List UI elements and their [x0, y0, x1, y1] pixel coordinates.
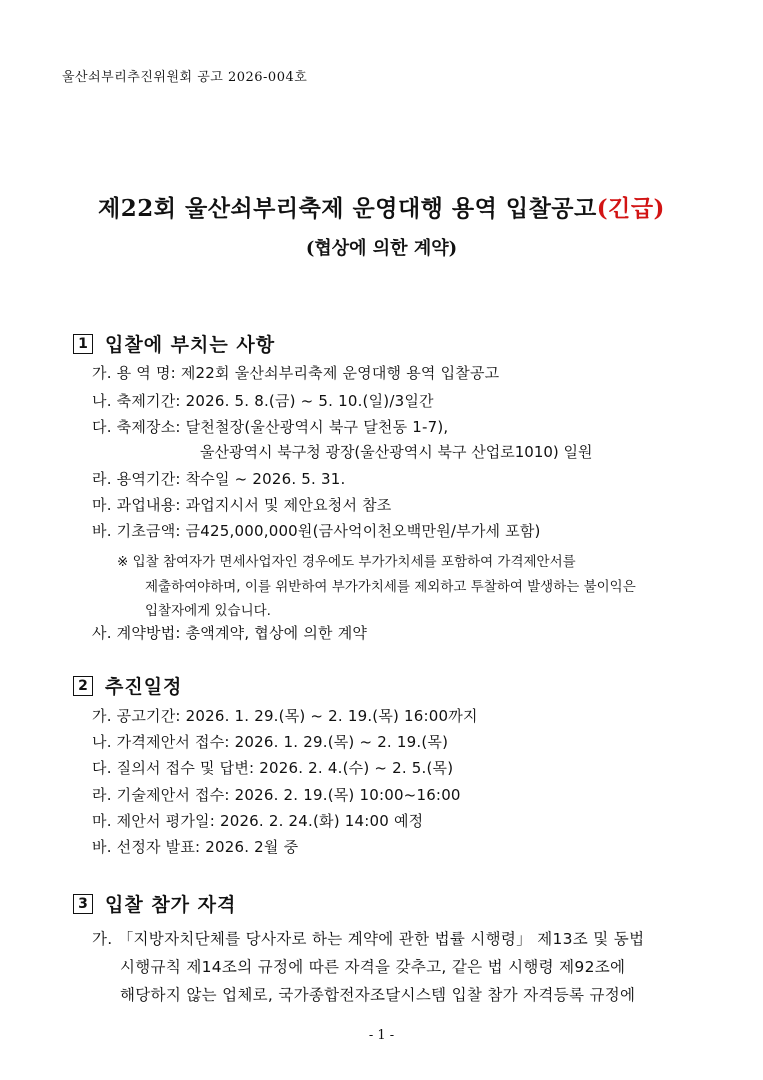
section-2-title: 추진일정 — [105, 676, 183, 698]
section-3-title: 입찰 참가 자격 — [105, 894, 237, 916]
section-2-heading — [73, 672, 182, 699]
notice-number: 울산쇠부리추진위원회 공고 2026-004호 — [62, 70, 308, 85]
urgent-tag: (긴급) — [596, 195, 665, 222]
list-item-continuation: 울산광역시 북구청 광장(울산광역시 북구 산업로1010) 일원 — [200, 443, 593, 461]
note-line: 입찰자에게 있습니다. — [145, 603, 271, 619]
paragraph-line: 가. 「지방자치단체를 당사자로 하는 계약에 관한 법률 시행령」 제13조 및 동법 — [92, 930, 645, 948]
list-item: 마. 과업내용: 과업지시서 및 제안요청서 참조 — [92, 496, 392, 514]
section-2-number: 2 — [73, 676, 93, 696]
list-item: 다. 축제장소: 달천철장(울산광역시 북구 달천동 1-7), — [92, 418, 449, 436]
title-main: 제22회 울산쇠부리축제 운영대행 용역 입찰공고 — [98, 195, 597, 222]
list-item: 다. 질의서 접수 및 답변: 2026. 2. 4.(수) ~ 2. 5.(목) — [92, 759, 454, 777]
document-subtitle: (협상에 의한 계약) — [305, 238, 458, 259]
section-3-number: 3 — [73, 894, 93, 914]
list-item: 가. 공고기간: 2026. 1. 29.(목) ~ 2. 19.(목) 16:00까지 — [92, 707, 478, 725]
list-item: 가. 용 역 명: 제22회 울산쇠부리축제 운영대행 용역 입찰공고 — [92, 364, 500, 382]
list-item: 바. 선정자 발표: 2026. 2월 중 — [92, 838, 299, 856]
document-title — [0, 190, 763, 223]
note-line: ※ 입찰 참여자가 면세사업자인 경우에도 부가가치세를 포함하여 가격제안서를 — [117, 554, 576, 570]
list-item: 나. 가격제안서 접수: 2026. 1. 29.(목) ~ 2. 19.(목) — [92, 733, 449, 751]
section-1-number: 1 — [73, 334, 93, 354]
note-line: 제출하여야하며, 이를 위반하여 부가가치세를 제외하고 투찰하여 발생하는 불이익은 — [145, 579, 636, 595]
list-item: 사. 계약방법: 총액계약, 협상에 의한 계약 — [92, 624, 368, 642]
list-item: 라. 용역기간: 착수일 ~ 2026. 5. 31. — [92, 470, 346, 488]
section-3-heading — [73, 890, 236, 917]
list-item: 바. 기초금액: 금425,000,000원(금사억이천오백만원/부가세 포함) — [92, 522, 541, 540]
list-item: 나. 축제기간: 2026. 5. 8.(금) ~ 5. 10.(일)/3일간 — [92, 392, 434, 410]
page-number: - 1 - — [368, 1028, 395, 1043]
section-1-heading — [73, 330, 275, 357]
paragraph-line: 해당하지 않는 업체로, 국가종합전자조달시스템 입찰 참가 자격등록 규정에 — [120, 986, 636, 1004]
paragraph-line: 시행규칙 제14조의 규정에 따른 자격을 갖추고, 같은 법 시행령 제92조에 — [120, 958, 626, 976]
list-item: 마. 제안서 평가일: 2026. 2. 24.(화) 14:00 예정 — [92, 812, 424, 830]
section-1-title: 입찰에 부치는 사항 — [105, 334, 276, 356]
list-item: 라. 기술제안서 접수: 2026. 2. 19.(목) 10:00~16:00 — [92, 786, 461, 804]
